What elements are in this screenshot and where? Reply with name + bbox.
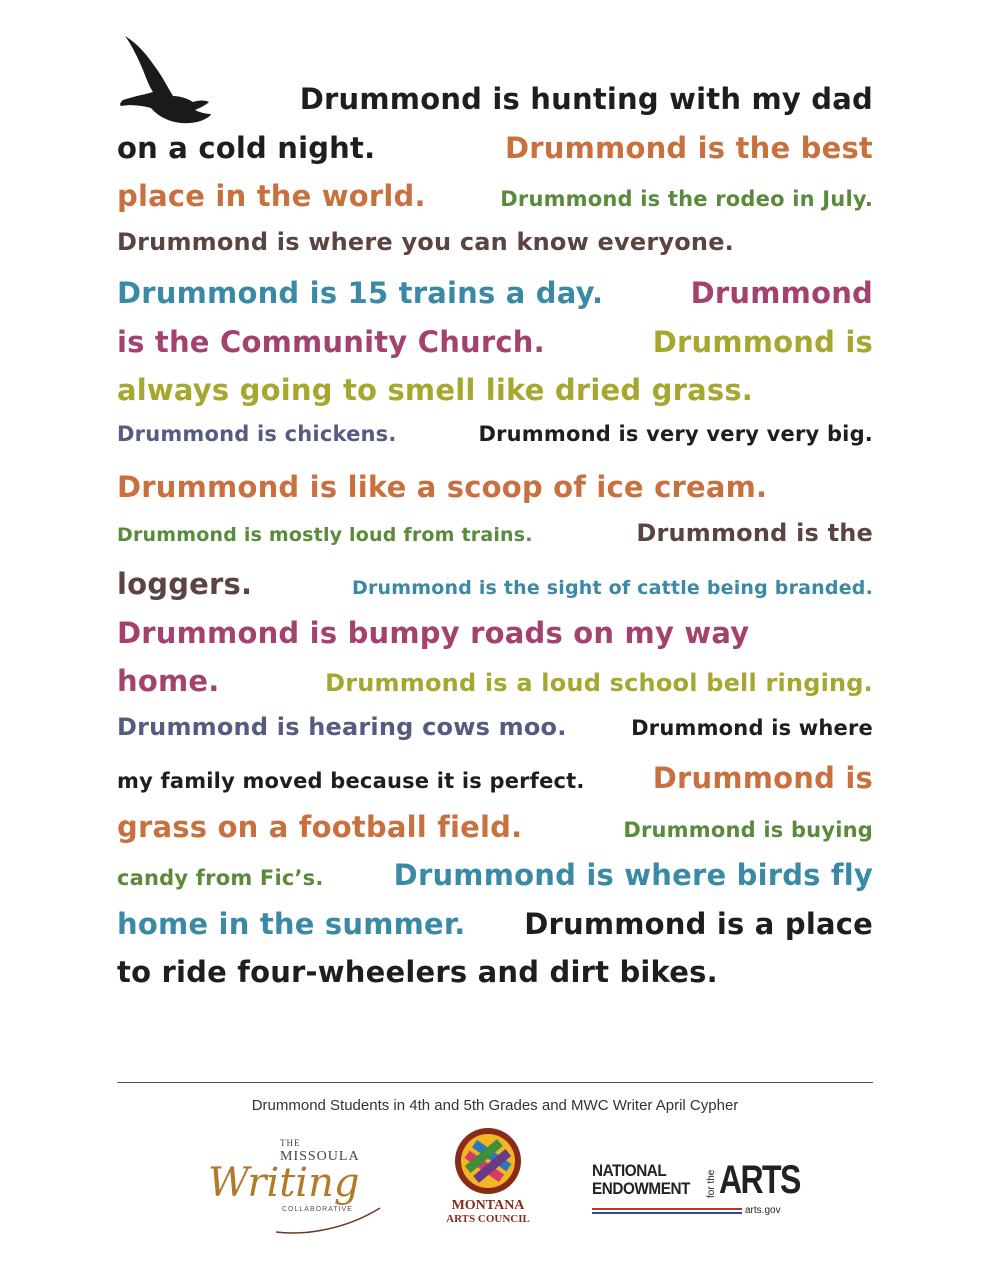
montana-arts-council-logo	[440, 1126, 536, 1230]
poem-phrase: is the Community Church.	[117, 324, 545, 359]
poem-phrase: Drummond is	[652, 324, 873, 359]
poem-phrase: Drummond is chickens.	[117, 421, 397, 446]
missoula-writing-collaborative-logo	[208, 1138, 388, 1238]
poem-line	[117, 519, 873, 568]
credit-line: Drummond Students in 4th and 5th Grades and MWC Writer April Cypher	[251, 1097, 739, 1114]
logo-text: Writing	[208, 1160, 360, 1206]
mac-emblem-icon	[453, 1126, 523, 1196]
poem-phrase: Drummond	[690, 276, 873, 310]
divider	[117, 1082, 873, 1083]
poem-phrase: candy from Fic’s.	[117, 866, 324, 890]
poem-phrase: to ride four-wheelers and dirt bikes.	[117, 955, 718, 989]
logo-text: ENDOWMENT	[592, 1179, 690, 1198]
poem-phrase: Drummond is the sight of cattle being branded.	[351, 577, 873, 599]
poem-phrase: Drummond is hearing cows moo.	[117, 712, 567, 741]
logo-text: MONTANA	[451, 1198, 525, 1213]
logo-text: for the	[706, 1169, 717, 1198]
poem-phrase: Drummond is 15 trains a day.	[117, 276, 604, 310]
poem-line	[117, 228, 873, 277]
poem-line	[117, 761, 873, 810]
poem-phrase: Drummond is bumpy roads on my way	[117, 615, 750, 650]
poem-phrase: Drummond is where birds fly	[393, 858, 873, 892]
poem-line	[117, 664, 873, 713]
poem-phrase: place in the world.	[117, 179, 426, 213]
poem-line	[117, 276, 873, 325]
logo-text: THE	[280, 1138, 301, 1148]
poem-phrase: on a cold night.	[117, 130, 376, 165]
poem-phrase: Drummond is like a scoop of ice cream.	[117, 470, 768, 504]
poem-line	[117, 422, 873, 471]
logo-text	[592, 1162, 690, 1198]
poem-phrase: Drummond is the	[636, 518, 873, 547]
poem-line	[117, 616, 873, 665]
poem-phrase: Drummond is where	[631, 715, 873, 740]
logo-text: ARTS	[719, 1158, 800, 1202]
poem-phrase: my family moved because it is perfect.	[117, 769, 585, 793]
logo-text: NATIONAL	[592, 1161, 667, 1180]
poem-line	[117, 325, 873, 374]
national-endowment-for-the-arts-logo	[592, 1158, 800, 1220]
swash-icon	[268, 1198, 388, 1238]
poem-phrase: Drummond is buying	[623, 817, 873, 842]
poem-phrase: Drummond is hunting with my dad	[299, 82, 873, 116]
poem-phrase: Drummond is	[652, 761, 873, 795]
poem-text	[117, 82, 873, 1004]
poem-phrase: Drummond is a loud school bell ringing.	[325, 669, 873, 697]
poem-phrase: home in the summer.	[117, 906, 466, 941]
poem-phrase: Drummond is the rodeo in July.	[500, 187, 873, 211]
poem-phrase: Drummond is a place	[524, 906, 873, 941]
poem-phrase: Drummond is very very very big.	[478, 421, 873, 446]
logo-text: MISSOULA	[280, 1149, 360, 1164]
poem-line	[117, 373, 873, 422]
red-stripe	[592, 1208, 742, 1210]
poem-line	[117, 131, 873, 180]
poem-line	[117, 955, 873, 1004]
poem-phrase: grass on a football field.	[117, 809, 523, 844]
poem-phrase: loggers.	[117, 567, 253, 601]
poem-phrase: Drummond is where you can know everyone.	[117, 227, 734, 256]
poem-line	[117, 82, 873, 131]
poem-line	[117, 179, 873, 228]
logo-text: COLLABORATIVE	[282, 1206, 353, 1213]
poem-phrase: home.	[117, 664, 220, 698]
poem-phrase: Drummond is mostly loud from trains.	[117, 523, 533, 546]
poem-line	[117, 470, 873, 519]
logo-url: arts.gov	[745, 1205, 781, 1216]
duck-spacer	[117, 99, 223, 109]
poem-line	[117, 858, 873, 907]
poem-phrase: always going to smell like dried grass.	[117, 373, 754, 407]
poem-phrase: Drummond is the best	[504, 130, 873, 165]
poem-line	[117, 567, 873, 616]
blue-stripe	[592, 1212, 742, 1214]
poem-line	[117, 810, 873, 859]
poem-line	[117, 907, 873, 956]
poem-line	[117, 713, 873, 762]
logo-text: ARTS COUNCIL	[446, 1213, 530, 1225]
